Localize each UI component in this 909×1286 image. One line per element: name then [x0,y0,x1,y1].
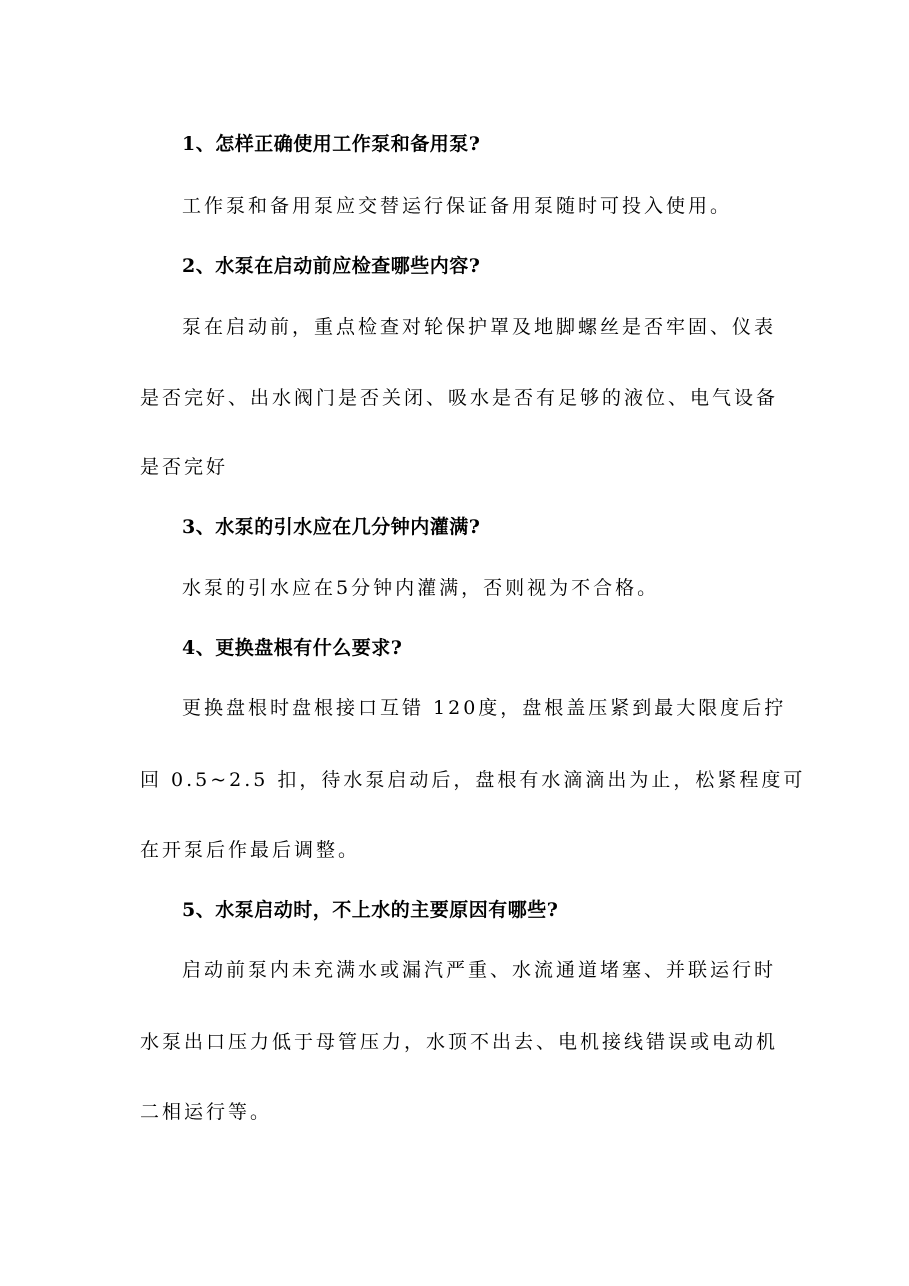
section-3-heading: 3、水泵的引水应在几分钟内灌满? [182,516,481,538]
section-5-line-3: 二相运行等。 [140,1101,273,1123]
section-4-line-3: 在开泵后作最后调整。 [140,839,361,861]
section-2-heading: 2、水泵在启动前应检查哪些内容? [182,255,481,277]
section-5-heading: 5、水泵启动时，不上水的主要原因有哪些? [182,899,559,921]
section-5-line-2: 水泵出口压力低于母管压力，水顶不出去、电机接线错误或电动机 [140,1031,779,1053]
section-2-line-2: 是否完好、出水阀门是否关闭、吸水是否有足够的液位、电气设备 [140,387,779,409]
section-4-heading: 4、更换盘根有什么要求? [182,637,403,659]
section-1-heading: 1、怎样正确使用工作泵和备用泵? [182,133,481,155]
section-2-line-3: 是否完好 [140,456,229,478]
section-2-line-1: 泵在启动前，重点检查对轮保护罩及地脚螺丝是否牢固、仪表 [182,316,777,338]
section-3-line-1: 水泵的引水应在5分钟内灌满，否则视为不合格。 [182,577,660,599]
section-5-line-1: 启动前泵内未充满水或漏汽严重、水流通道堵塞、并联运行时 [182,959,777,981]
section-4-line-2: 回 0.5~2.5 扣，待水泵启动后，盘根有水滴滴出为止，松紧程度可 [140,769,806,791]
section-1-line-1: 工作泵和备用泵应交替运行保证备用泵随时可投入使用。 [182,195,733,217]
section-4-line-1: 更换盘根时盘根接口互错 120度，盘根盖压紧到最大限度后拧 [182,697,787,719]
